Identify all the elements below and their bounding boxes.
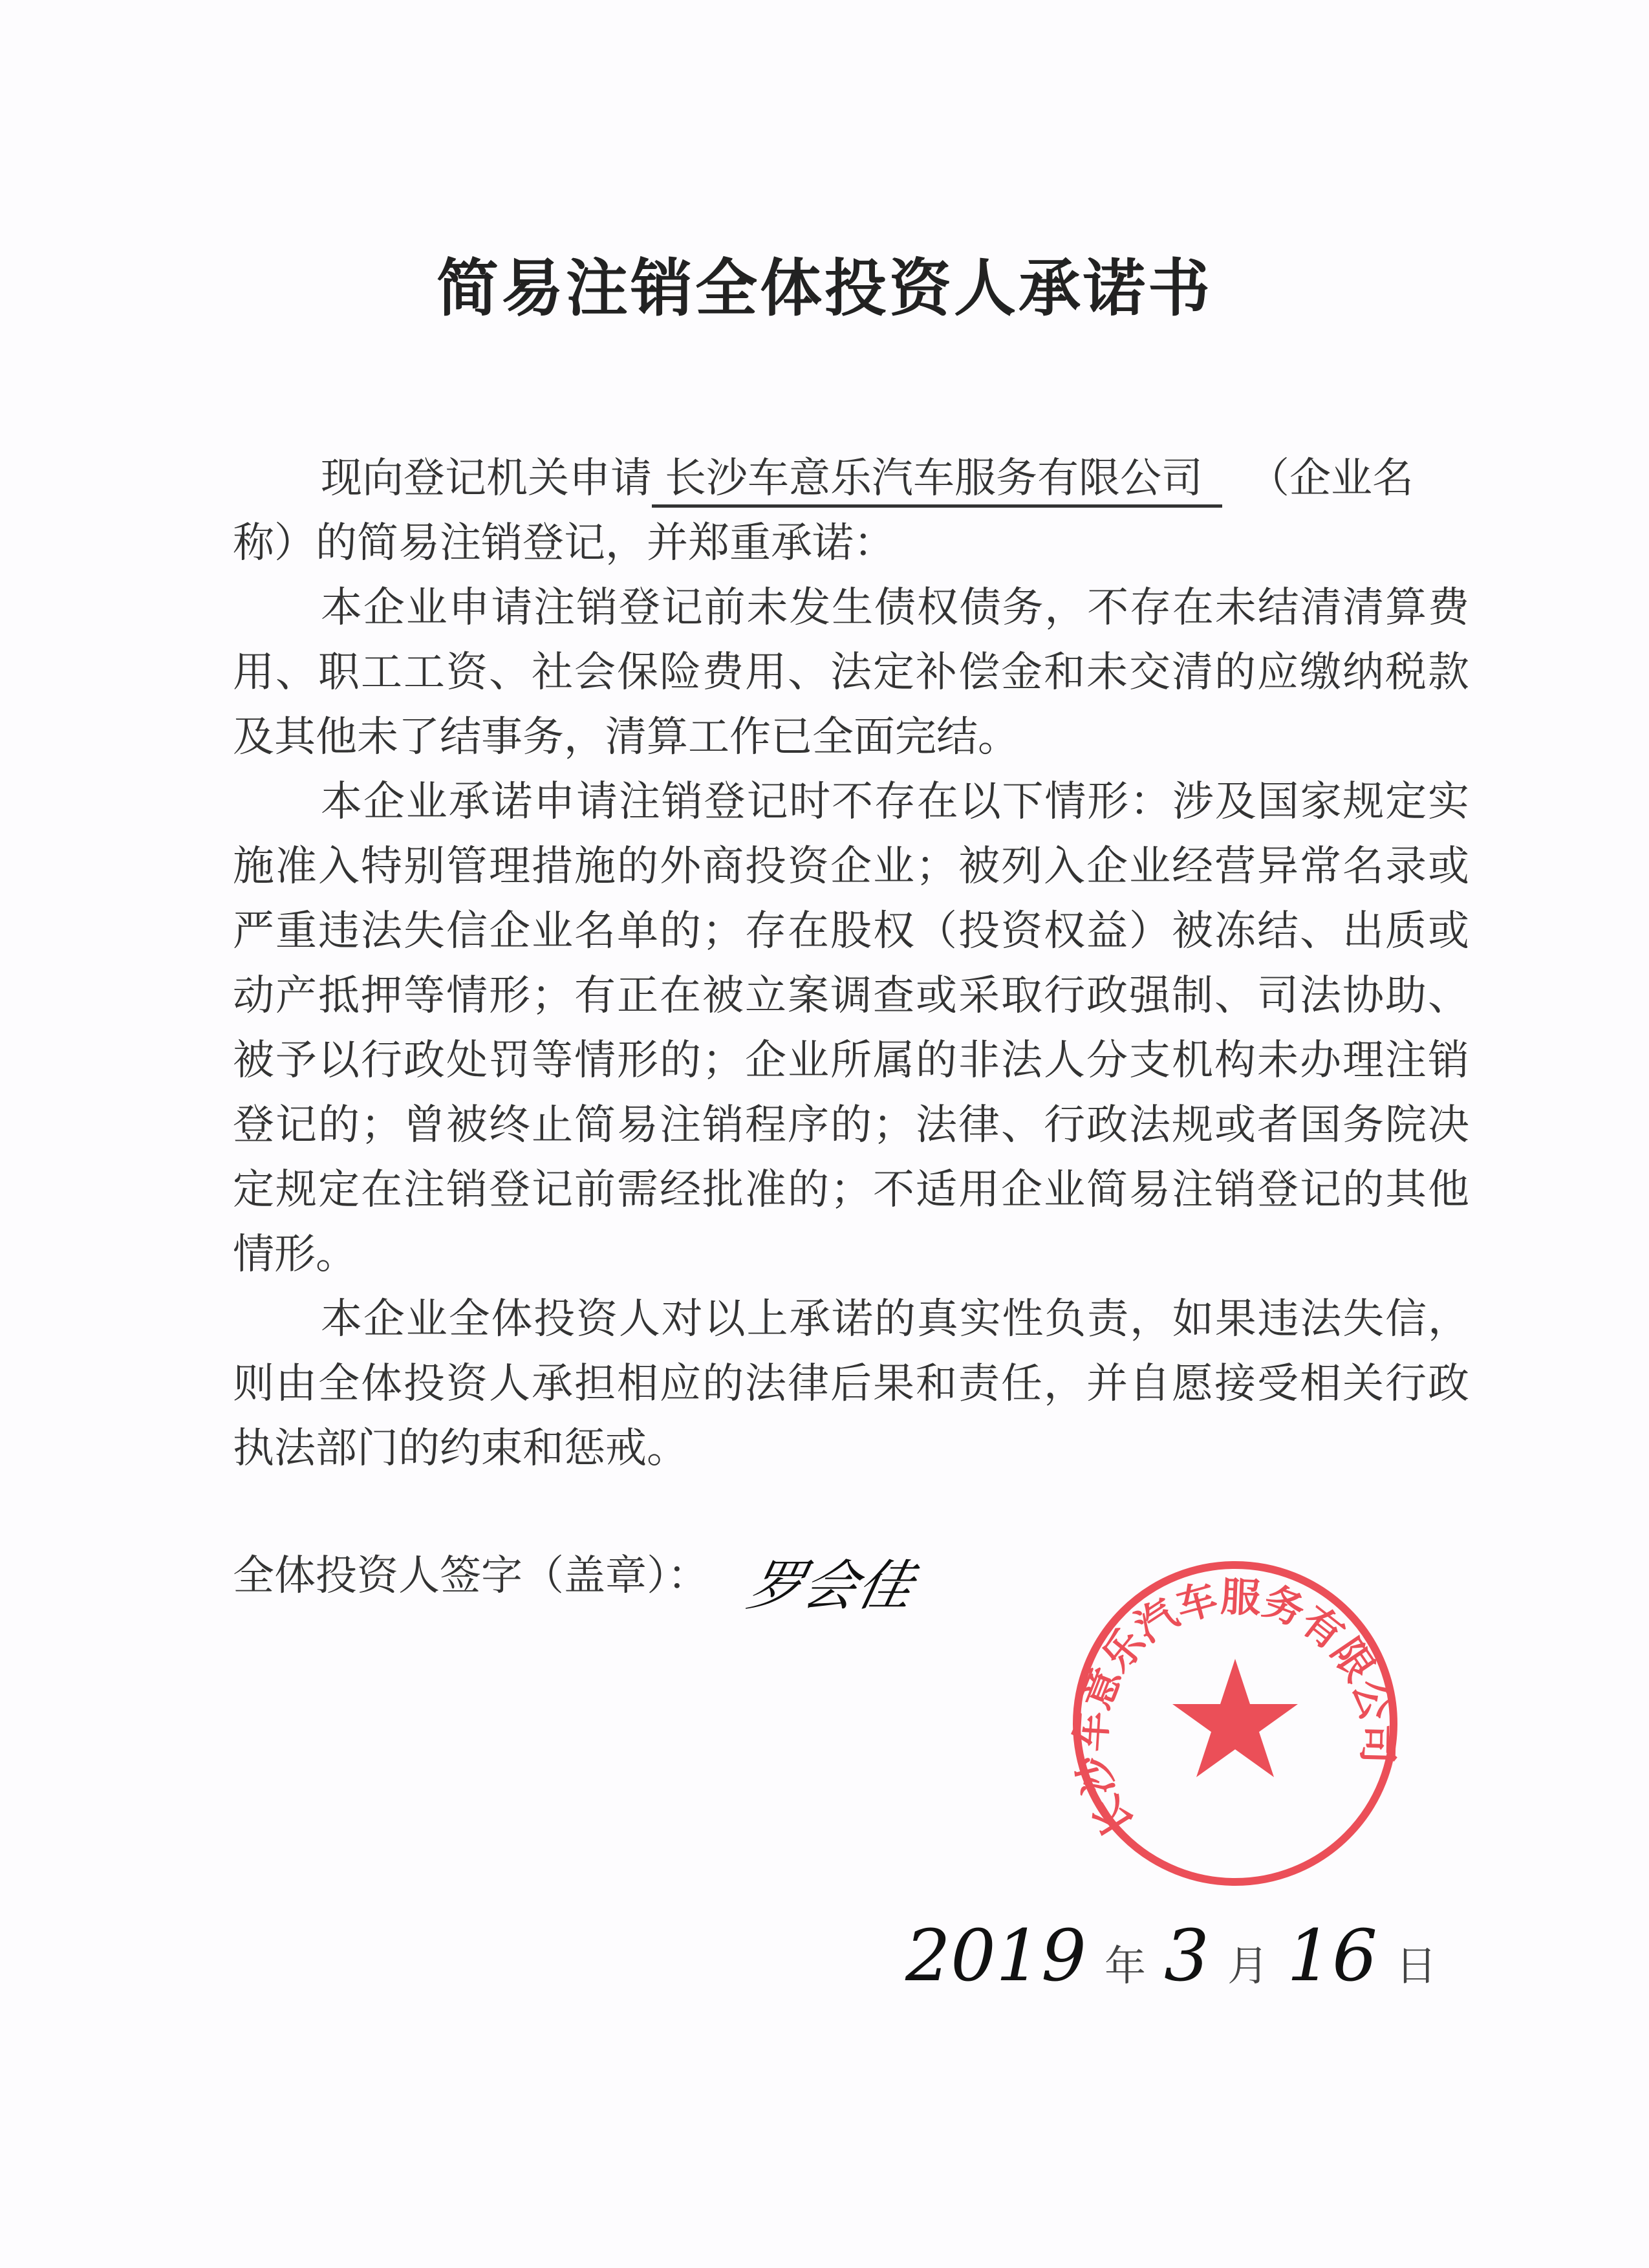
paragraph4-line: 则由全体投资人承担相应的法律后果和责任，并自愿接受相关行政 bbox=[233, 1360, 1469, 1408]
date-day-unit: 日 bbox=[1395, 1943, 1437, 1991]
paragraph3-line: 严重违法失信企业名单的；存在股权（投资权益）被冻结、出质或 bbox=[233, 907, 1469, 955]
application-prefix: 现向登记机关申请 bbox=[321, 455, 652, 502]
paragraph2-line: 用、职工工资、社会保险费用、法定补偿金和未交清的应缴纳税款 bbox=[233, 649, 1469, 697]
paragraph4-line: 执法部门的约束和惩戒。 bbox=[233, 1425, 688, 1473]
paragraph3-line: 定规定在注销登记前需经批准的；不适用企业简易注销登记的其他 bbox=[233, 1166, 1469, 1214]
paragraph3-line: 施准入特别管理措施的外商投资企业；被列入企业经营异常名录或 bbox=[233, 843, 1469, 891]
paragraph2-line: 及其他未了结事务，清算工作已全面完结。 bbox=[233, 713, 1019, 761]
paragraph1-line2: 称）的简易注销登记，并郑重承诺： bbox=[233, 519, 895, 567]
date-day: 16 bbox=[1286, 1914, 1377, 1997]
date-month: 3 bbox=[1163, 1914, 1209, 1997]
paragraph3-line: 被予以行政处罚等情形的；企业所属的非法人分支机构未办理注销 bbox=[233, 1037, 1469, 1085]
paragraph2-line: 本企业申请注销登记前未发生债权债务，不存在未结清清算费 bbox=[321, 584, 1469, 632]
date-year-unit: 年 bbox=[1104, 1943, 1146, 1991]
date-year: 2019 bbox=[905, 1914, 1086, 1997]
date-month-unit: 月 bbox=[1227, 1943, 1269, 1991]
signature-label: 全体投资人签字（盖章）： bbox=[233, 1552, 709, 1600]
handwritten-signature: 罗会佳 bbox=[742, 1554, 920, 1617]
paragraph3-line: 情形。 bbox=[233, 1231, 357, 1279]
star-icon bbox=[1172, 1659, 1298, 1777]
company-seal-stamp bbox=[1061, 1549, 1410, 1898]
document-title: 简易注销全体投资人承诺书 bbox=[436, 252, 1212, 325]
date-line bbox=[905, 1914, 1437, 1997]
paragraph3-line: 本企业承诺申请注销登记时不存在以下情形：涉及国家规定实 bbox=[321, 778, 1469, 826]
paragraph4-line: 本企业全体投资人对以上承诺的真实性负责，如果违法失信， bbox=[321, 1295, 1469, 1343]
paragraph1-line1 bbox=[321, 453, 1469, 504]
application-suffix: （企业名 bbox=[1248, 455, 1414, 502]
paragraph3-line: 登记的；曾被终止简易注销程序的；法律、行政法规或者国务院决 bbox=[233, 1101, 1469, 1149]
paragraph3-line: 动产抵押等情形；有正在被立案调查或采取行政强制、司法协助、 bbox=[233, 972, 1469, 1020]
company-name-field: 长沙车意乐汽车服务有限公司 bbox=[652, 453, 1222, 508]
seal-text: 长沙车意乐汽车服务有限公司 bbox=[1066, 1573, 1402, 1846]
